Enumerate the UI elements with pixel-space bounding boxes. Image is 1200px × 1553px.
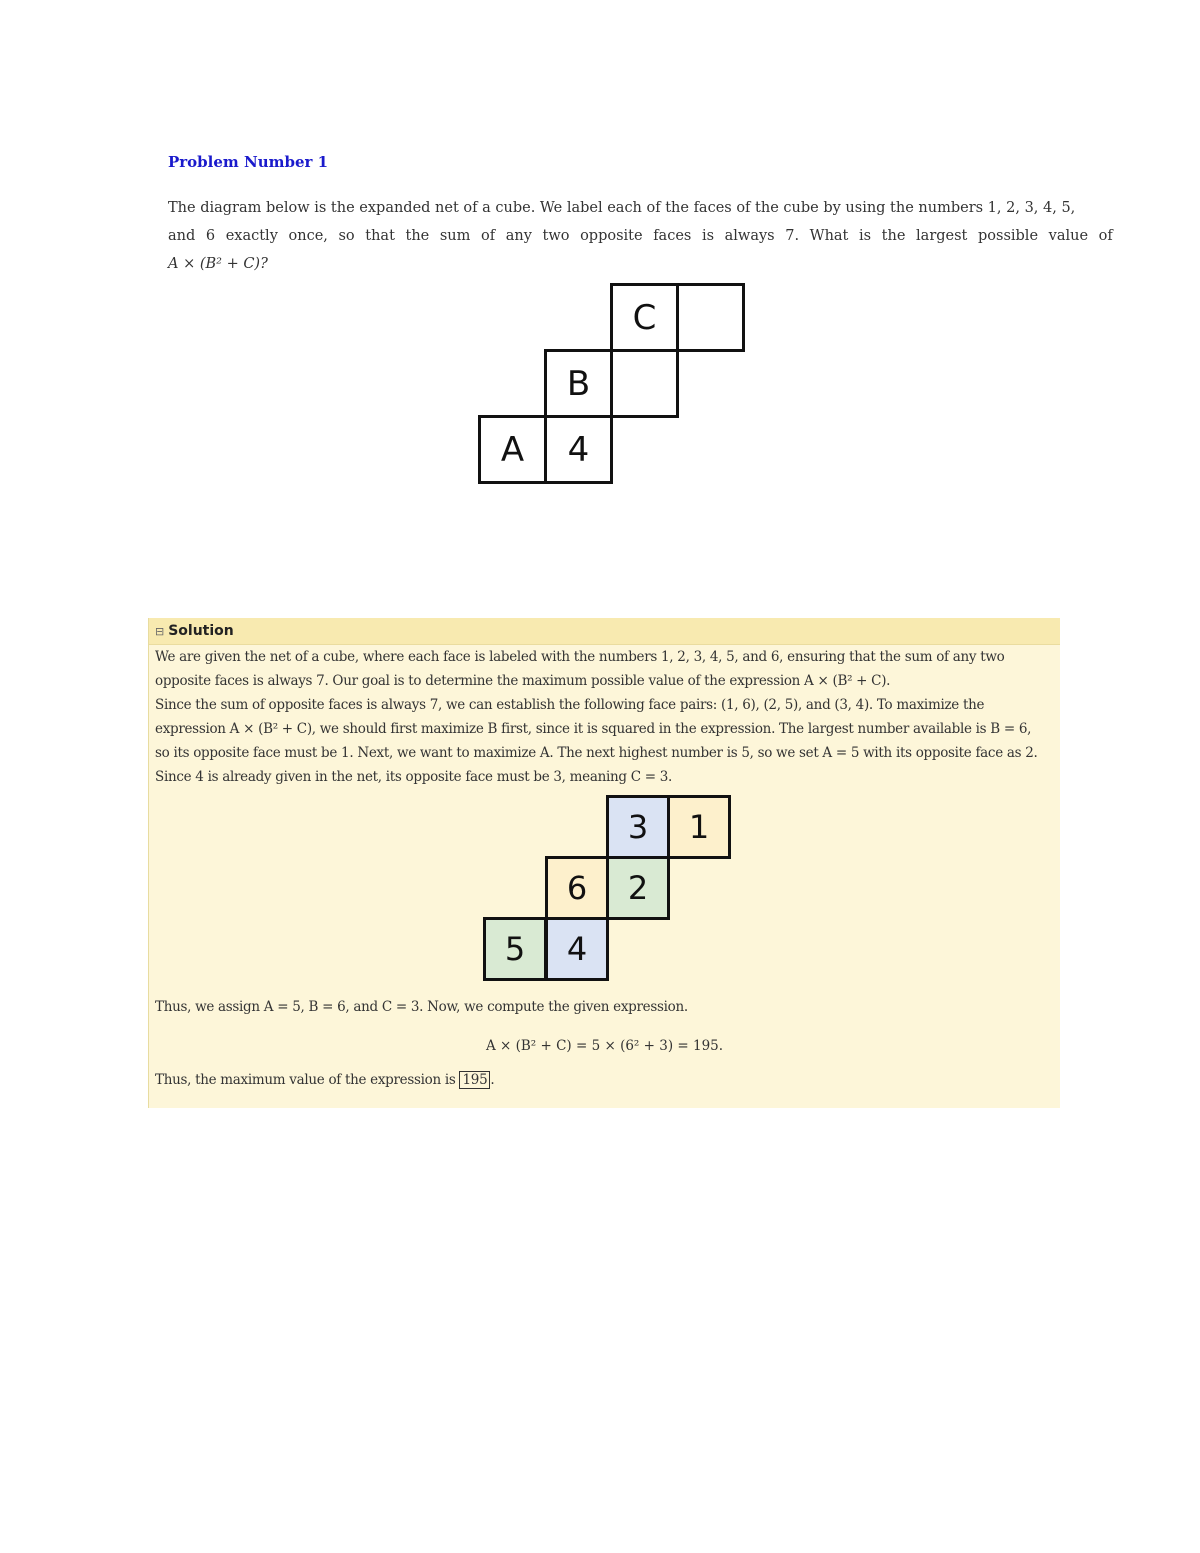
net-face-c: C — [610, 283, 679, 352]
solution-text-line: expression A × (B² + C), we should first maximize B first, since it is squared in the expression. The largest number available is B = 6, — [155, 721, 1032, 737]
final-answer-line — [155, 1072, 494, 1088]
net-face-empty — [610, 349, 679, 418]
problem-expression: A × (B² + C)? — [168, 256, 268, 272]
net-face-6: 6 — [545, 856, 609, 920]
final-answer-box: 195 — [459, 1071, 490, 1089]
net-face-3: 3 — [606, 795, 670, 859]
solution-text-line: opposite faces is always 7. Our goal is to determine the maximum possible value of the expression A × (B² + C). — [155, 673, 891, 689]
final-answer-prefix: Thus, the maximum value of the expression is — [155, 1072, 456, 1088]
solution-text-line: Since the sum of opposite faces is always 7, we can establish the following face pairs: (1, 6), (2, 5), and (3, 4). To maximize the — [155, 697, 985, 713]
solution-header[interactable] — [149, 618, 1060, 645]
net-face-5: 5 — [483, 917, 547, 981]
problem-title: Problem Number 1 — [168, 153, 329, 171]
solution-title: Solution — [168, 623, 234, 639]
collapse-icon[interactable]: ⊟ — [155, 625, 165, 638]
solution-panel — [148, 618, 1060, 1108]
net-face-1: 1 — [667, 795, 731, 859]
final-answer-suffix: . — [490, 1072, 495, 1088]
problem-text-line: and 6 exactly once, so that the sum of any two opposite faces is always 7. What is the largest possible value of — [168, 228, 1113, 244]
net-face-empty — [676, 283, 745, 352]
solution-text-line: so its opposite face must be 1. Next, we want to maximize A. The next highest number is 5, so we set A = 5 with its opposite face as 2. — [155, 745, 1038, 761]
assignment-line: Thus, we assign A = 5, B = 6, and C = 3. Now, we compute the given expression. — [155, 999, 688, 1015]
net-face-4: 4 — [545, 917, 609, 981]
equation: A × (B² + C) = 5 × (6² + 3) = 195. — [485, 1038, 724, 1054]
net-face-a: A — [478, 415, 547, 484]
net-face-4: 4 — [544, 415, 613, 484]
net-face-2: 2 — [606, 856, 670, 920]
problem-text-line: The diagram below is the expanded net of a cube. We label each of the faces of the cube by using the numbers 1, 2, 3, 4, 5, — [168, 200, 1076, 216]
solution-text-line: We are given the net of a cube, where each face is labeled with the numbers 1, 2, 3, 4, 5, and 6, ensuring that the sum of any two — [155, 649, 1005, 665]
net-face-b: B — [544, 349, 613, 418]
solution-text-line: Since 4 is already given in the net, its opposite face must be 3, meaning C = 3. — [155, 769, 673, 785]
